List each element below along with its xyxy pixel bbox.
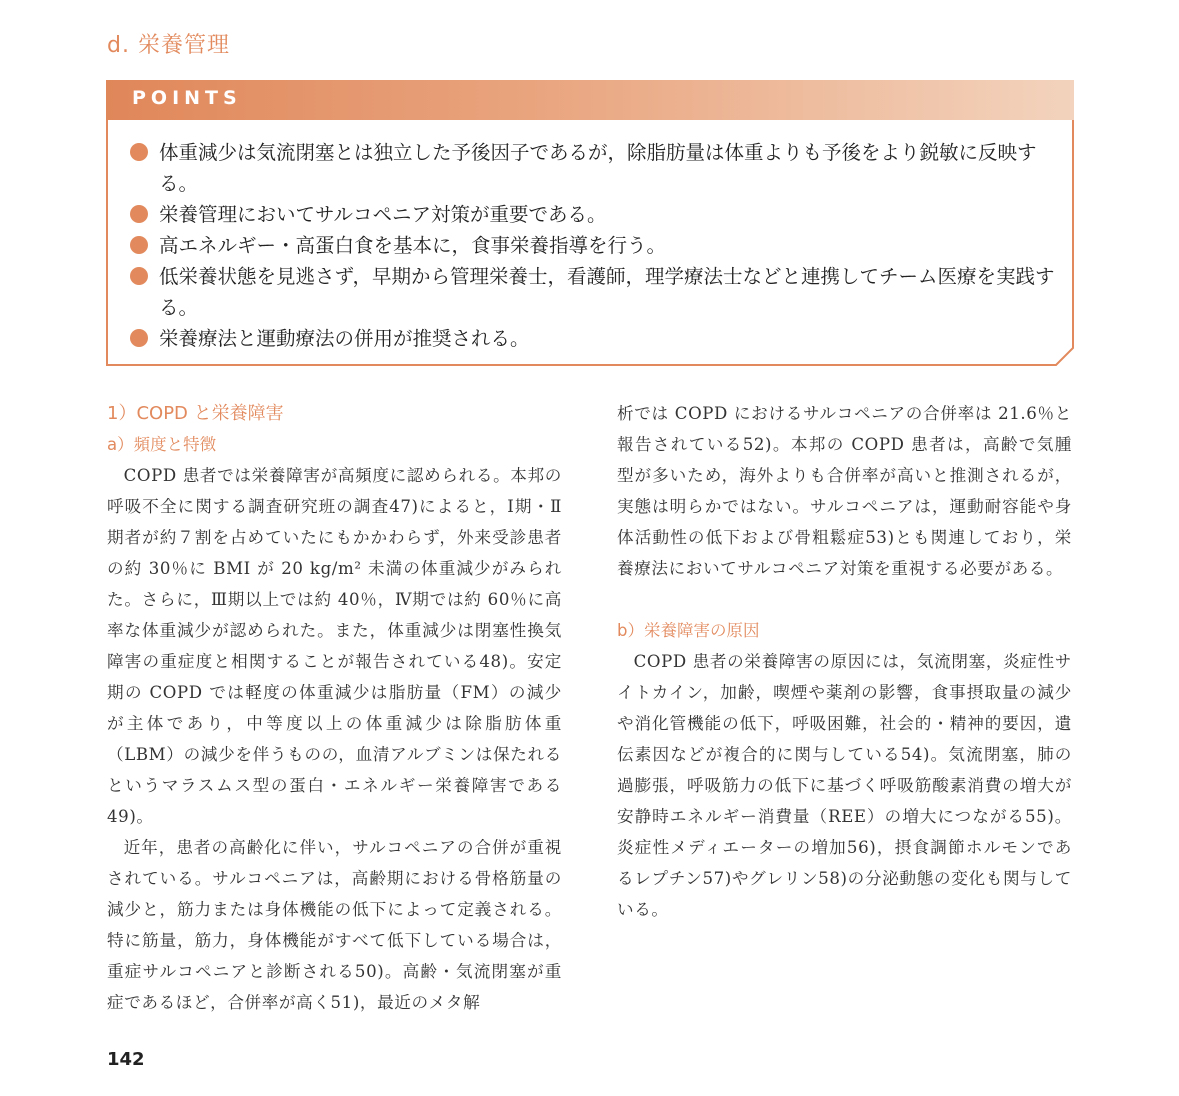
subsubsection-heading: a）頻度と特徴 xyxy=(107,435,217,454)
points-item-text: 栄養管理においてサルコペニア対策が重要である。 xyxy=(159,203,607,226)
left-column xyxy=(107,398,562,1018)
points-item xyxy=(130,137,1060,199)
points-item-text: 高エネルギー・高蛋白食を基本に，食事栄養指導を行う。 xyxy=(159,234,667,257)
body-paragraph-continued: 析では COPD におけるサルコペニアの合併率は 21.6％と報告されている52)。本邦の COPD 患者は，高齢で気腫型が多いため，海外よりも合併率が高いと推測されるが，実態は明らかではない。サルコペニアは，運動耐容能や身体活動性の低下および骨粗鬆症53)とも関連しており，栄養療法においてサルコペニア対策を重視する必要がある。 xyxy=(617,404,1072,578)
points-header xyxy=(106,80,1074,120)
points-item-text: 体重減少は気流閉塞とは独立した予後因子であるが，除脂肪量は体重よりも予後をより鋭敏に反映する。 xyxy=(159,141,1037,195)
points-item xyxy=(130,261,1060,323)
points-item-text: 栄養療法と運動療法の併用が推奨される。 xyxy=(159,327,530,350)
right-column xyxy=(617,398,1072,925)
subsubsection-heading: b）栄養障害の原因 xyxy=(617,621,760,640)
points-label: POINTS xyxy=(132,87,242,109)
spacer xyxy=(617,584,1072,615)
body-paragraph: 近年，患者の高齢化に伴い，サルコペニアの合併が重視されている。サルコペニアは，高齢期における骨格筋量の減少と，筋力または身体機能の低下によって定義される。特に筋量，筋力，身体機能がすべて低下している場合は，重症サルコペニアと診断される50)。高齢・気流閉塞が重症であるほど，合併率が高く51)，最近のメタ解 xyxy=(107,838,562,1012)
points-box xyxy=(106,80,1074,366)
body-paragraph: COPD 患者では栄養障害が高頻度に認められる。本邦の呼吸不全に関する調査研究班の調査47)によると，Ⅰ期・Ⅱ期者が約７割を占めていたにもかかわらず，外来受診患者の約 30％に BMI が 20 kg/m² 未満の体重減少がみられた。さらに，Ⅲ期以上では約 40％，Ⅳ期では約 60％に高率な体重減少が認められた。また，体重減少は閉塞性換気障害の重症度と相関することが報告されている48)。安定期の COPD では軽度の体重減少は脂肪量（FM）の減少が主体であり，中等度以上の体重減少は除脂肪体重（LBM）の減少を伴うものの，血清アルブミンは保たれるというマラスムス型の蛋白・エネルギー栄養障害である49)。 xyxy=(107,466,562,826)
points-list xyxy=(130,137,1060,354)
points-item xyxy=(130,323,1060,354)
points-item xyxy=(130,199,1060,230)
page-number: 142 xyxy=(107,1049,145,1070)
bullet-icon xyxy=(130,236,148,254)
bullet-icon xyxy=(130,143,148,161)
points-item xyxy=(130,230,1060,261)
bullet-icon xyxy=(130,267,148,285)
bullet-icon xyxy=(130,329,148,347)
body-paragraph: COPD 患者の栄養障害の原因には，気流閉塞，炎症性サイトカイン，加齢，喫煙や薬剤の影響，食事摂取量の減少や消化管機能の低下，呼吸困難，社会的・精神的要因，遺伝素因などが複合的に関与している54)。気流閉塞，肺の過膨張，呼吸筋力の低下に基づく呼吸筋酸素消費の増大が安静時エネルギー消費量（REE）の増大につながる55)。炎症性メディエーターの増加56)，摂食調節ホルモンであるレプチン57)やグレリン58)の分泌動態の変化も関与している。 xyxy=(617,652,1072,919)
section-title: d. 栄養管理 xyxy=(107,33,230,58)
points-item-text: 低栄養状態を見逃さず，早期から管理栄養士，看護師，理学療法士などと連携してチーム医療を実践する。 xyxy=(159,265,1055,319)
bullet-icon xyxy=(130,205,148,223)
subsection-heading: 1）COPD と栄養障害 xyxy=(107,403,284,424)
